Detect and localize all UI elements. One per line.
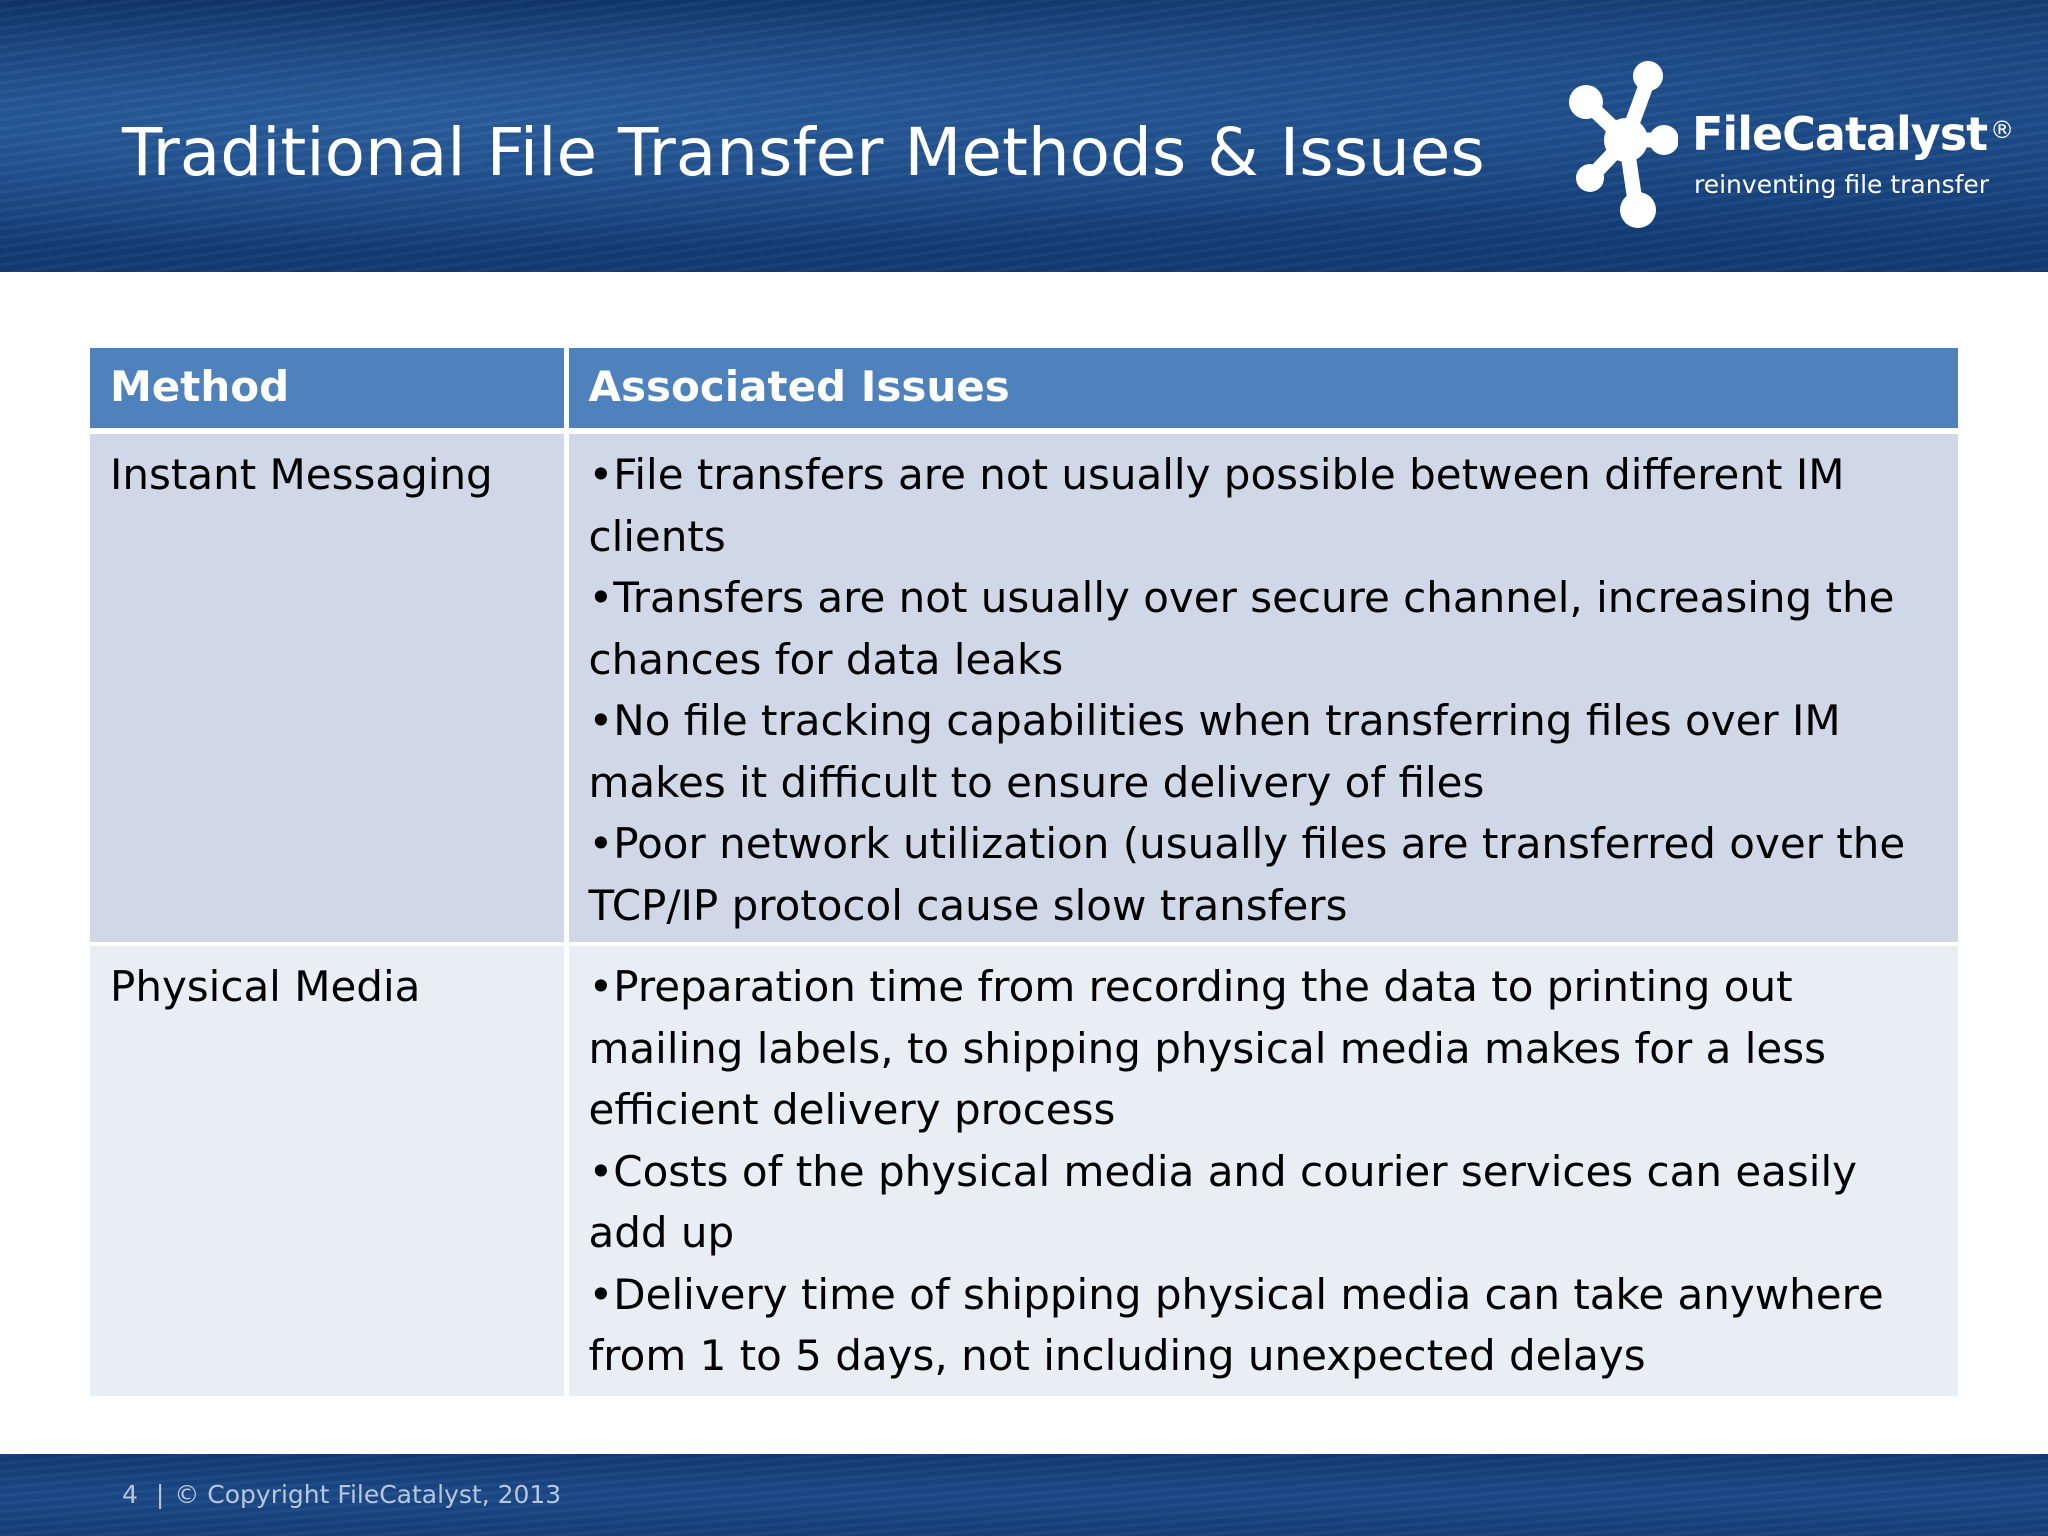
method-cell: Instant Messaging [90, 431, 566, 944]
column-header-associated-issues: Associated Issues [566, 348, 1958, 431]
table-row [90, 431, 1958, 944]
logo-name-text: FileCatalyst [1692, 107, 1988, 161]
table-row [90, 944, 1958, 1398]
registered-mark: ® [1990, 116, 2014, 144]
issues-table-container [90, 348, 1958, 1400]
slide-title: Traditional File Transfer Methods & Issues [122, 114, 1485, 191]
issues-cell [566, 431, 1958, 944]
header-banner [0, 0, 2048, 272]
logo-wordmark [1692, 106, 2013, 162]
copyright-notice: © Copyright FileCatalyst, 2013 [174, 1480, 562, 1509]
footer-text [122, 1478, 561, 1512]
molecule-logo-icon [1566, 56, 1678, 232]
table-header-row [90, 348, 1958, 431]
issue-bullet: •File transfers are not usually possible between different IM clients [588, 450, 1845, 561]
page-number: 4 [122, 1480, 138, 1509]
footer-band [0, 1454, 2048, 1536]
logo-tagline: reinventing file transfer [1694, 170, 1990, 199]
method-cell: Physical Media [90, 944, 566, 1398]
issue-bullet: •No file tracking capabilities when transferring files over IM makes it difficult to ensure delivery of files [588, 696, 1841, 807]
column-header-method: Method [90, 348, 566, 431]
filecatalyst-logo [1566, 56, 2014, 232]
footer-separator: | [155, 1480, 165, 1509]
issue-bullet: •Transfers are not usually over secure channel, increasing the chances for data leaks [588, 573, 1895, 684]
issues-table [90, 348, 1958, 1400]
issue-bullet: •Poor network utilization (usually files are transferred over the TCP/IP protocol cause slow transfers [588, 819, 1906, 930]
issue-bullet: •Preparation time from recording the data to printing out mailing labels, to shipping physical media makes for a less efficient delivery process [588, 962, 1826, 1134]
issue-bullet: •Costs of the physical media and courier services can easily add up [588, 1146, 1857, 1257]
issues-cell [566, 944, 1958, 1398]
issue-bullet: •Delivery time of shipping physical media can take anywhere from 1 to 5 days, not including unexpected delays [588, 1269, 1884, 1380]
